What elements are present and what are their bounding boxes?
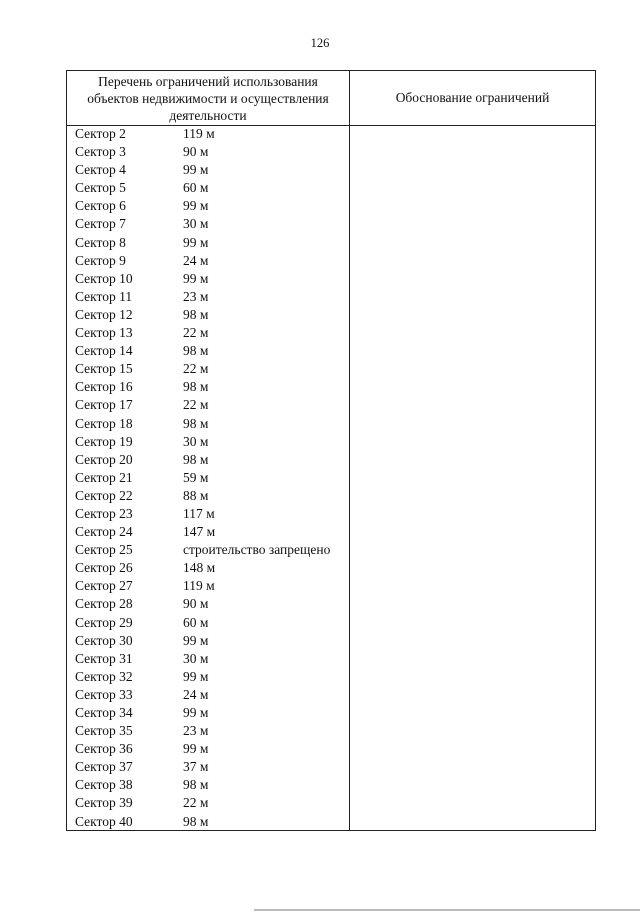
sector-restriction: 22 м <box>183 795 209 811</box>
table-row <box>67 559 349 577</box>
sector-restriction: 99 м <box>183 741 209 757</box>
sector-name: Сектор 33 <box>75 686 133 702</box>
sector-restriction: 99 м <box>183 198 209 214</box>
sector-name: Сектор 7 <box>75 216 126 232</box>
header-left-line: объектов недвижимости и осуществления <box>87 91 329 106</box>
sector-restriction: 99 м <box>183 668 209 684</box>
sector-restriction: 37 м <box>183 759 209 775</box>
sector-name: Сектор 38 <box>75 777 133 793</box>
sector-name: Сектор 6 <box>75 198 126 214</box>
sector-name: Сектор 21 <box>75 469 133 485</box>
scan-edge-line <box>254 909 640 911</box>
sector-restriction: 23 м <box>183 723 209 739</box>
sector-restriction: 22 м <box>183 397 209 413</box>
sector-name: Сектор 16 <box>75 379 133 395</box>
sector-name: Сектор 29 <box>75 614 133 630</box>
sector-name: Сектор 23 <box>75 505 133 521</box>
table-row <box>67 288 349 306</box>
sector-restriction: 30 м <box>183 216 209 232</box>
table-row <box>67 758 349 776</box>
page-number: 126 <box>310 36 330 50</box>
table-row <box>67 704 349 722</box>
sector-restriction: 98 м <box>183 343 209 359</box>
table-row <box>67 179 349 197</box>
table-row <box>67 650 349 668</box>
table-row <box>67 614 349 632</box>
sector-name: Сектор 3 <box>75 144 126 160</box>
sector-name: Сектор 35 <box>75 723 133 739</box>
sector-restriction: 24 м <box>183 686 209 702</box>
sector-name: Сектор 11 <box>75 288 133 304</box>
sector-name: Сектор 10 <box>75 270 133 286</box>
sector-name: Сектор 13 <box>75 325 133 341</box>
sector-restriction: 90 м <box>183 144 209 160</box>
table-row <box>67 686 349 704</box>
sector-name: Сектор 40 <box>75 813 133 829</box>
sector-restriction: 30 м <box>183 650 209 666</box>
sector-name: Сектор 30 <box>75 632 133 648</box>
table-row <box>67 469 349 487</box>
sector-name: Сектор 9 <box>75 252 126 268</box>
table-row <box>67 270 349 288</box>
table-row <box>67 740 349 758</box>
table-row <box>67 505 349 523</box>
sector-restriction: 60 м <box>183 614 209 630</box>
table-row <box>67 378 349 396</box>
table-row <box>67 234 349 252</box>
sector-name: Сектор 19 <box>75 433 133 449</box>
header-restrictions-list <box>67 73 349 124</box>
sector-name: Сектор 39 <box>75 795 133 811</box>
header-left-line: Перечень ограничений использования <box>98 74 318 89</box>
table-row <box>67 306 349 324</box>
table-row <box>67 632 349 650</box>
sector-name: Сектор 25 <box>75 542 133 558</box>
sector-name: Сектор 5 <box>75 180 126 196</box>
sector-restriction: 59 м <box>183 469 209 485</box>
sector-restriction: 119 м <box>183 578 215 594</box>
table-row <box>67 215 349 233</box>
sector-restriction: 119 м <box>183 126 215 141</box>
table-row <box>67 668 349 686</box>
table-row <box>67 541 349 559</box>
sector-name: Сектор 28 <box>75 596 133 612</box>
table-row <box>67 577 349 595</box>
table-row <box>67 415 349 433</box>
sector-restriction: 99 м <box>183 270 209 286</box>
sector-name: Сектор 8 <box>75 234 126 250</box>
table-row <box>67 161 349 179</box>
sector-restriction: 30 м <box>183 433 209 449</box>
table-row <box>67 324 349 342</box>
sector-restriction: 99 м <box>183 234 209 250</box>
sector-restriction: 99 м <box>183 705 209 720</box>
sector-restriction: 98 м <box>183 415 209 431</box>
sector-name: Сектор 34 <box>75 705 133 720</box>
table-row <box>67 776 349 794</box>
sector-restriction: 147 м <box>183 524 216 540</box>
header-justification: Обоснование ограничений <box>395 90 550 105</box>
header-left-line: деятельности <box>169 108 247 123</box>
sector-restriction: 22 м <box>183 361 209 377</box>
sector-restriction: 60 м <box>183 180 209 196</box>
table-row <box>67 722 349 740</box>
sector-name: Сектор 12 <box>75 306 133 322</box>
sector-name: Сектор 32 <box>75 668 133 684</box>
table-row <box>67 451 349 469</box>
sector-restriction: 98 м <box>183 379 209 395</box>
table-row <box>67 360 349 378</box>
sector-name: Сектор 17 <box>75 397 133 413</box>
sector-name: Сектор 24 <box>75 524 133 540</box>
sector-name: Сектор 37 <box>75 759 133 775</box>
sector-name: Сектор 22 <box>75 487 133 503</box>
sector-restriction: 148 м <box>183 560 216 576</box>
sector-restriction: 98 м <box>183 813 209 829</box>
sector-name: Сектор 20 <box>75 451 133 467</box>
table-row <box>67 523 349 541</box>
table-row <box>67 813 349 831</box>
sector-restriction: 98 м <box>183 306 209 322</box>
restrictions-table <box>66 70 596 831</box>
sector-restriction: 117 м <box>183 505 215 521</box>
table-body <box>67 125 349 831</box>
sector-name: Сектор 2 <box>75 126 126 141</box>
sector-restriction: 99 м <box>183 162 209 178</box>
table-row <box>67 143 349 161</box>
sector-name: Сектор 26 <box>75 560 133 576</box>
table-header-row <box>67 71 595 126</box>
table-row <box>67 125 349 143</box>
sector-name: Сектор 18 <box>75 415 133 431</box>
sector-name: Сектор 27 <box>75 578 133 594</box>
sector-name: Сектор 4 <box>75 162 126 178</box>
sector-restriction: 98 м <box>183 451 209 467</box>
sector-restriction: 23 м <box>183 288 209 304</box>
column-divider <box>349 71 350 830</box>
table-row <box>67 487 349 505</box>
sector-restriction: 90 м <box>183 596 209 612</box>
sector-restriction: строительство запрещено <box>183 542 331 558</box>
table-row <box>67 794 349 812</box>
sector-name: Сектор 36 <box>75 741 133 757</box>
sector-restriction: 88 м <box>183 487 209 503</box>
sector-restriction: 22 м <box>183 325 209 341</box>
sector-name: Сектор 31 <box>75 650 133 666</box>
table-row <box>67 252 349 270</box>
sector-restriction: 98 м <box>183 777 209 793</box>
sector-name: Сектор 15 <box>75 361 133 377</box>
sector-restriction: 24 м <box>183 252 209 268</box>
sector-name: Сектор 14 <box>75 343 133 359</box>
table-row <box>67 433 349 451</box>
sector-restriction: 99 м <box>183 632 209 648</box>
table-row <box>67 197 349 215</box>
table-row <box>67 396 349 414</box>
table-row <box>67 595 349 613</box>
table-row <box>67 342 349 360</box>
